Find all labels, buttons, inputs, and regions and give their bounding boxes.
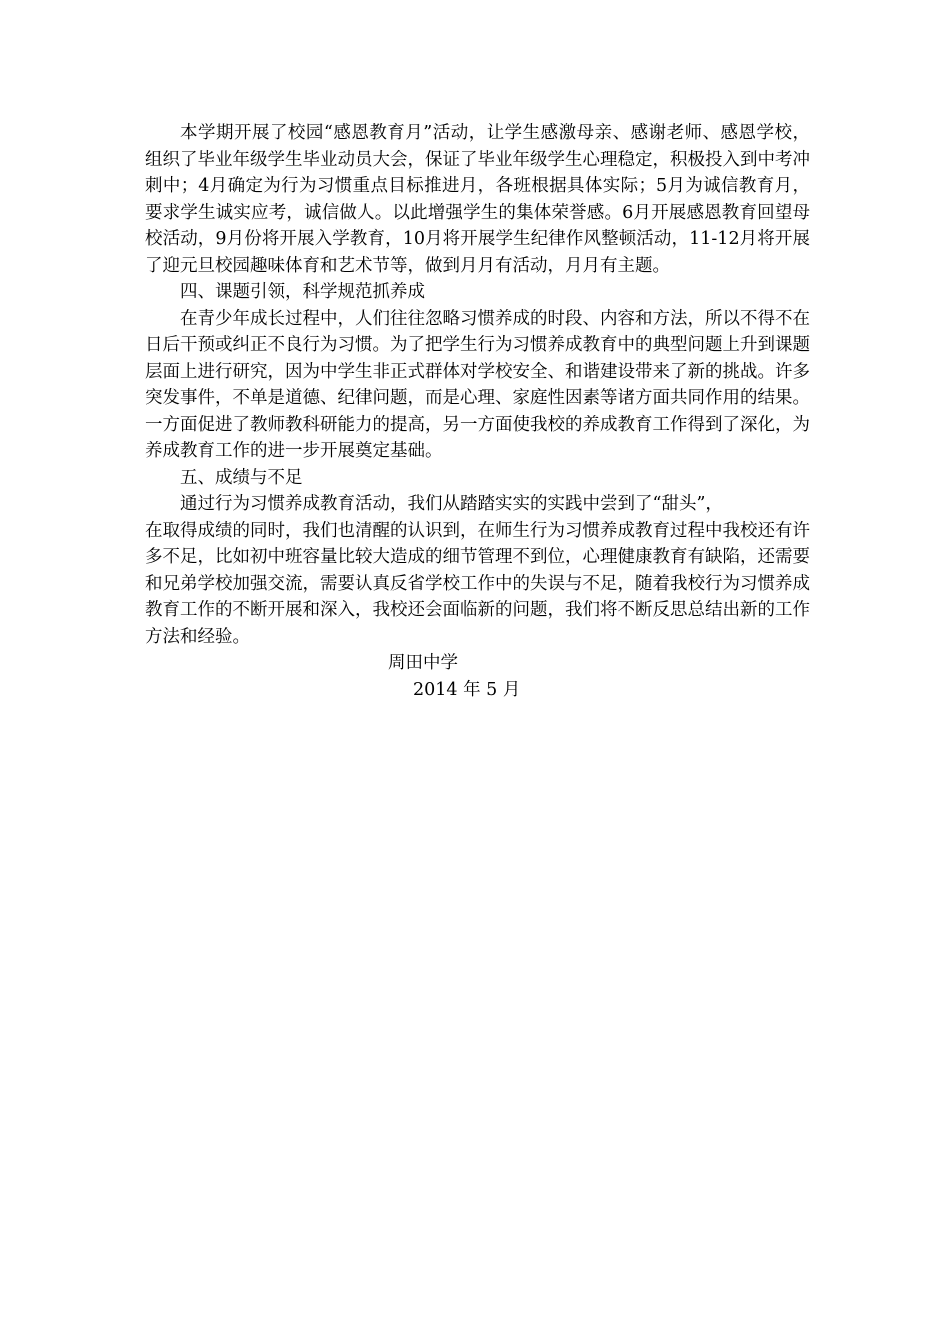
paragraph-research: 在青少年成长过程中，人们往往忽略习惯养成的时段、内容和方法，所以不得不在日后干预或纠正不良行为习惯。为了把学生行为习惯养成教育中的典型问题上升到课题层面上进行研究，因为中学生非正式群体对学校安全、和谐建设带来了新的挑战。许多突发事件，不单是道德、纪律问题，而是心理、家庭性因素等诸方面共同作用的结果。一方面促进了教师教科研能力的提高，另一方面使我校的养成教育工作得到了深化，为养成教育工作的进一步开展奠定基础。 [145, 308, 810, 461]
paragraph-activities: 本学期开展了校园“感恩教育月”活动，让学生感激母亲、感谢老师、感恩学校，组织了毕业年级学生毕业动员大会，保证了毕业年级学生心理稳定，积极投入到中考冲刺中；4月确定为行为习惯重点目标推进月，各班根据具体实际；5月为诚信教育月，要求学生诚实应考，诚信做人。以此增强学生的集体荣誉感。6月开展感恩教育回望母校活动，9月份将开展入学教育，10月将开展学生纪律作风整顿活动，11-12月将开展了迎元旦校园趣味体育和艺术节等，做到月月有活动，月月有主题。 [145, 123, 810, 276]
signature-school: 周田中学 [388, 653, 458, 673]
signature-date: 2014 年 5 月 [413, 679, 521, 700]
paragraph-achievements: 通过行为习惯养成教育活动，我们从踏踏实实的实践中尝到了“甜头”， [180, 494, 723, 514]
section-heading-five: 五、成绩与不足 [180, 467, 303, 488]
section-heading-four: 四、课题引领，科学规范抓养成 [180, 282, 425, 302]
document-page [145, 120, 810, 703]
paragraph-shortcomings: 在取得成绩的同时，我们也清醒的认识到，在师生行为习惯养成教育过程中我校还有许多不足，比如初中班容量比较大造成的细节管理不到位，心理健康教育有缺陷，还需要和兄弟学校加强交流，需要认真反省学校工作中的失误与不足，随着我校行为习惯养成教育工作的不断开展和深入，我校还会面临新的问题，我们将不断反思总结出新的工作方法和经验。 [145, 520, 810, 647]
